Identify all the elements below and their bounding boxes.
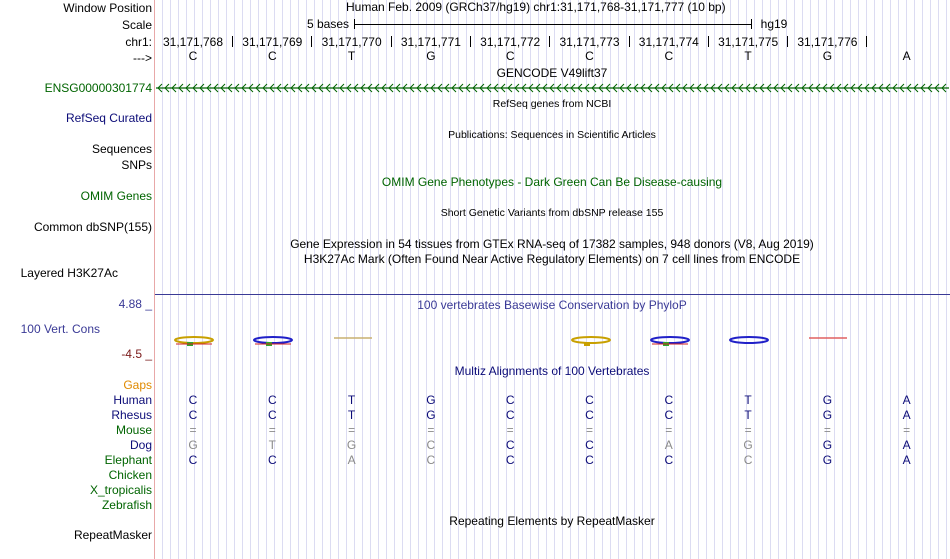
position-label: 31,171,769: [242, 35, 303, 49]
alignment-base: =: [348, 423, 356, 437]
track-labels-column: [0, 0, 154, 559]
scale-bar: [354, 24, 751, 25]
base-letter: C: [664, 49, 674, 63]
label-scale: Scale: [121, 18, 152, 32]
species-label-rhesus[interactable]: Rhesus: [111, 408, 152, 422]
alignment-base: C: [267, 393, 277, 407]
base-letter: T: [744, 49, 752, 63]
alignment-base: C: [188, 453, 198, 467]
position-tick: [391, 36, 392, 47]
alignment-base: G: [822, 393, 833, 407]
position-tick: [549, 36, 550, 47]
position-label: 31,171,773: [559, 35, 620, 49]
conservation-logo[interactable]: [727, 334, 771, 348]
gencode-track-title: GENCODE V49lift37: [496, 66, 608, 80]
dbsnp-track-title: Short Genetic Variants from dbSNP release 155: [440, 207, 664, 219]
refseq-track-title: RefSeq genes from NCBI: [492, 98, 612, 110]
alignment-base: G: [346, 438, 357, 452]
alignment-base: C: [585, 453, 594, 467]
species-label-elephant[interactable]: Elephant: [104, 453, 152, 467]
gtex-track-title: Gene Expression in 54 tissues from GTEx RNA-seq of 17382 samples, 948 donors (V8, Aug 2019): [290, 237, 814, 251]
alignment-base: C: [585, 408, 594, 422]
phylop-track-title: 100 vertebrates Basewise Conservation by PhyloP: [417, 298, 687, 312]
alignment-base: A: [902, 438, 911, 452]
alignment-base: A: [902, 408, 911, 422]
conservation-logo[interactable]: [569, 334, 613, 348]
position-tick: [708, 36, 709, 47]
label-refseq-curated[interactable]: RefSeq Curated: [65, 111, 152, 125]
label-cons-min: -4.5 _: [121, 347, 152, 361]
base-letter: T: [347, 49, 356, 63]
alignment-base: =: [268, 423, 276, 437]
position-tick: [787, 36, 788, 47]
conservation-logo[interactable]: [251, 334, 295, 348]
alignment-base: C: [743, 453, 753, 467]
position-tick: [470, 36, 471, 47]
conservation-logo[interactable]: [172, 334, 216, 348]
scale-assembly: hg19: [760, 17, 788, 31]
alignment-base: =: [189, 423, 197, 437]
label-100-vert-cons[interactable]: 100 Vert. Cons: [20, 322, 100, 336]
base-letter: A: [902, 49, 911, 63]
base-letter: G: [426, 49, 436, 63]
base-letter: C: [585, 49, 594, 63]
label-window-position: Window Position: [63, 1, 152, 15]
alignment-base: C: [426, 438, 436, 452]
position-label: 31,171,771: [400, 35, 461, 49]
alignment-base: =: [823, 423, 831, 437]
alignment-base: =: [506, 423, 514, 437]
publications-track-title: Publications: Sequences in Scientific Articles: [448, 129, 656, 141]
position-tick: [629, 36, 630, 47]
conservation-logo[interactable]: [331, 334, 375, 348]
position-label: 31,171,770: [321, 35, 382, 49]
alignment-base: G: [822, 408, 833, 422]
position-tick: [866, 36, 867, 47]
alignment-base: C: [585, 438, 594, 452]
alignment-base: C: [664, 393, 674, 407]
gencode-gene-feature[interactable]: [155, 82, 950, 94]
label-sequences[interactable]: Sequences: [91, 142, 152, 156]
base-letter: C: [267, 49, 277, 63]
alignment-base: G: [426, 408, 436, 422]
omim-track-title: OMIM Gene Phenotypes - Dark Green Can Be Disease-causing: [381, 175, 723, 189]
position-label: 31,171,774: [638, 35, 699, 49]
alignment-base: G: [822, 438, 833, 452]
scale-bar-right-tick: [751, 19, 752, 29]
alignment-base: =: [744, 423, 752, 437]
label-gene-id[interactable]: ENSG00000301774: [44, 81, 152, 95]
label-repeatmasker[interactable]: RepeatMasker: [73, 528, 152, 542]
species-label-dog[interactable]: Dog: [129, 438, 152, 452]
track-display-area[interactable]: [155, 0, 950, 559]
label-gaps[interactable]: Gaps: [123, 378, 152, 392]
species-label-x_tropicalis[interactable]: X_tropicalis: [89, 483, 152, 497]
label-strand-arrow: --->: [133, 51, 152, 65]
alignment-base: G: [743, 438, 753, 452]
species-label-zebrafish[interactable]: Zebrafish: [101, 498, 152, 512]
alignment-base: C: [505, 438, 515, 452]
position-tick: [232, 36, 233, 47]
alignment-base: C: [664, 408, 674, 422]
alignment-base: C: [188, 393, 198, 407]
window-position-title: Human Feb. 2009 (GRCh37/hg19) chr1:31,171,768-31,171,777 (10 bp): [346, 0, 726, 14]
alignment-base: C: [267, 453, 277, 467]
alignment-base: T: [744, 408, 752, 422]
alignment-base: A: [664, 438, 673, 452]
alignment-base: T: [347, 393, 356, 407]
phylop-max-line: [155, 294, 950, 295]
position-label: 31,171,776: [797, 35, 858, 49]
h3k27ac-track-title: H3K27Ac Mark (Often Found Near Active Regulatory Elements) on 7 cell lines from ENCODE: [303, 252, 801, 266]
alignment-base: C: [505, 393, 515, 407]
alignment-base: G: [188, 438, 198, 452]
alignment-base: G: [822, 453, 833, 467]
alignment-base: C: [664, 453, 674, 467]
species-label-mouse[interactable]: Mouse: [115, 423, 152, 437]
alignment-base: T: [347, 408, 356, 422]
scale-label: 5 bases: [306, 17, 350, 31]
alignment-base: A: [347, 453, 356, 467]
alignment-base: =: [427, 423, 435, 437]
alignment-base: C: [426, 453, 436, 467]
alignment-base: =: [585, 423, 593, 437]
position-label: 31,171,775: [718, 35, 779, 49]
alignment-base: C: [505, 408, 515, 422]
multiz-track-title: Multiz Alignments of 100 Vertebrates: [454, 364, 650, 378]
position-tick: [311, 36, 312, 47]
alignment-base: =: [903, 423, 911, 437]
alignment-base: C: [267, 408, 277, 422]
base-letter: C: [505, 49, 515, 63]
alignment-base: A: [902, 393, 911, 407]
alignment-base: T: [744, 393, 752, 407]
label-chrom: chr1:: [125, 35, 152, 49]
alignment-base: =: [665, 423, 673, 437]
alignment-base: C: [585, 393, 594, 407]
base-letter: C: [188, 49, 198, 63]
label-snps[interactable]: SNPs: [121, 158, 152, 172]
alignment-base: T: [268, 438, 276, 452]
label-common-dbsnp[interactable]: Common dbSNP(155): [33, 220, 152, 234]
repeatmasker-track-title: Repeating Elements by RepeatMasker: [449, 514, 655, 528]
alignment-base: G: [426, 393, 436, 407]
label-layered-h3k27ac[interactable]: Layered H3K27Ac: [20, 266, 118, 280]
conservation-logo[interactable]: [648, 334, 692, 348]
alignment-base: C: [188, 408, 198, 422]
species-label-chicken[interactable]: Chicken: [108, 468, 152, 482]
label-omim-genes[interactable]: OMIM Genes: [80, 189, 152, 203]
conservation-logo[interactable]: [806, 334, 850, 348]
position-label: 31,171,768: [162, 35, 224, 49]
alignment-base: A: [902, 453, 911, 467]
species-label-human[interactable]: Human: [113, 393, 152, 407]
position-label: 31,171,772: [480, 35, 541, 49]
alignment-base: C: [505, 453, 515, 467]
base-letter: G: [822, 49, 833, 63]
label-cons-max: 4.88 _: [118, 297, 152, 311]
